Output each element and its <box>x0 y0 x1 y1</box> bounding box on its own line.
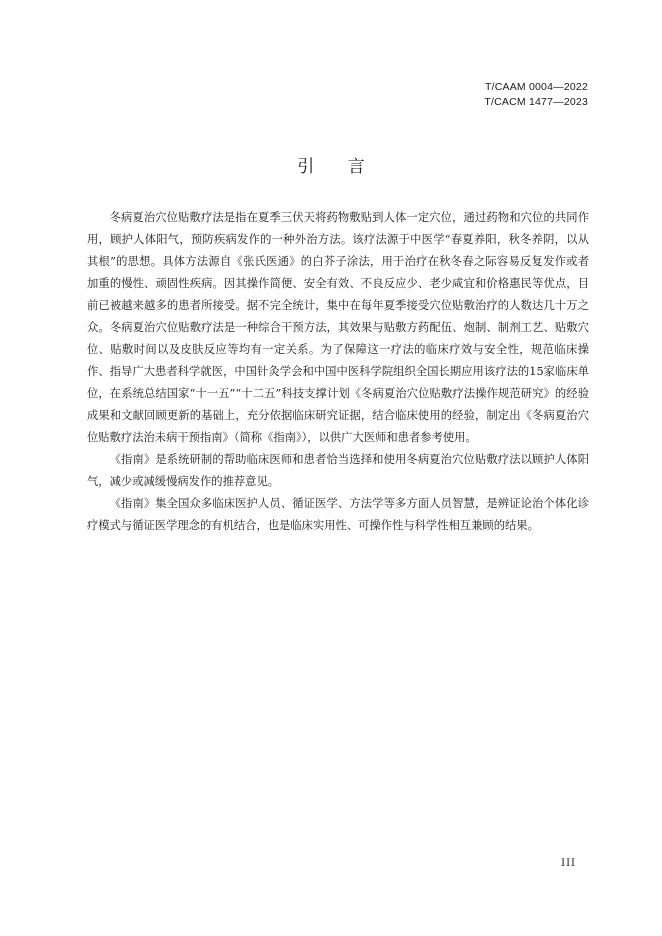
paragraph-guideline-basis: 《指南》集全国众多临床医护人员、循证医学、方法学等多方面人员智慧，是辨证论治个体化诊疗模式与循证医学理念的有机结合，也是临床实用性、可操作性与科学性相互兼顾的结果。 <box>87 497 589 532</box>
standard-code-cacm: T/CACM 1477—2023 <box>484 96 588 108</box>
standard-code-caam: T/CAAM 0004—2022 <box>484 81 588 93</box>
page-number: III <box>561 858 576 869</box>
standard-codes <box>484 80 588 110</box>
body-text <box>87 207 589 537</box>
page-title: 引 言 <box>297 157 379 177</box>
paragraph-guideline-purpose: 《指南》是系统研制的帮助临床医师和患者恰当选择和使用冬病夏治穴位贴敷疗法以顾护人体阳气，减少或减缓慢病发作的推荐意见。 <box>87 453 589 488</box>
paragraph-intro: 冬病夏治穴位贴敷疗法是指在夏季三伏天将药物敷贴到人体一定穴位，通过药物和穴位的共同作用，顾护人体阳气，预防疾病发作的一种外治方法。该疗法源于中医学“春夏养阳，秋冬养阴，以从其根”的思想。具体方法源自《张氏医通》的白芥子涂法，用于治疗在秋冬春之际容易反复发作或者加重的慢性、顽固性疾病。因其操作简便、安全有效、不良反应少、老少咸宜和价格惠民等优点，目前已被越来越多的患者所接受。据不完全统计，集中在每年夏季接受穴位贴敷治疗的人数达几十万之众。冬病夏治穴位贴敷疗法是一种综合干预方法，其效果与贴敷方药配伍、炮制、制剂工艺、贴敷穴位、贴敷时间以及皮肤反应等均有一定关系。为了保障这一疗法的临床疗效与安全性，规范临床操作、指导广大患者科学就医，中国针灸学会和中国中医科学院组织全国长期应用该疗法的15家临床单位，在系统总结国家“十一五”“十二五”科技支撑计划《冬病夏治穴位贴敷疗法操作规范研究》的经验成果和文献回顾更新的基础上，充分依据临床研究证据，结合临床使用的经验，制定出《冬病夏治穴位贴敷疗法治未病干预指南》（简称《指南》），以供广大医师和患者参考使用。 <box>87 211 589 444</box>
